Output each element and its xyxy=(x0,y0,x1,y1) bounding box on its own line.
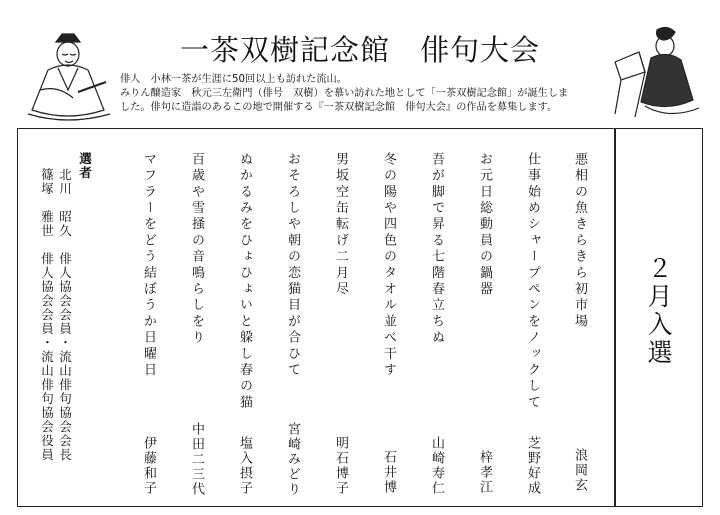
poem-author: 明石博子 xyxy=(333,436,348,496)
poem-text: 冬の陽や四色のタオル並べ干す xyxy=(381,152,396,379)
poem-author: 梓孝江 xyxy=(477,450,492,495)
poem-text: お元日総動員の鍋器 xyxy=(477,152,492,298)
poem-text: ぬかるみをひょひょいと躱し春の猫 xyxy=(237,152,252,412)
judge-line: 北川 昭久 俳人協会会員・流山俳句協会会長 xyxy=(57,168,73,462)
intro-text xyxy=(120,73,610,115)
poem-text: 百歳や雪掻の音鳴らしをり xyxy=(189,152,204,347)
poem-text: 男坂空缶転げ二月尽 xyxy=(333,152,348,298)
intro-line: した。俳句に造詣のあるこの地で開催する『一茶双樹記念館 俳句大会』の作品を募集します。 xyxy=(120,102,558,113)
poem-author: 石井博 xyxy=(381,450,396,495)
haiku-poet-portrait-icon xyxy=(18,30,118,125)
poem-author: 中田二三代 xyxy=(189,422,204,497)
poem-author: 浪岡玄 xyxy=(572,448,587,493)
poem-text: 悪相の魚きらきら初市場 xyxy=(572,152,587,331)
poem-text: マフラーをどう結ぼうか日曜日 xyxy=(141,152,156,379)
month-label: ２月入選 xyxy=(644,255,673,367)
poem-text: 仕事始めシャープペンをノックして xyxy=(525,152,540,412)
judge-line: 篠塚 雅世 俳人協会会員・流山俳句協会役員 xyxy=(39,168,55,462)
intro-line: 俳人 小林一茶が生涯に50回以上も訪れた流山。 xyxy=(120,74,347,85)
poem-author: 宮崎みどり xyxy=(285,422,300,497)
page-title: 一茶双樹記念館 俳句大会 xyxy=(179,33,540,67)
frame-divider xyxy=(614,128,616,507)
poem-author: 伊藤和子 xyxy=(141,436,156,496)
poem-author: 芝野好成 xyxy=(525,436,540,496)
poem-text: おそろしや朝の恋猫目が合ひて xyxy=(285,152,300,379)
poem-text: 吾が脚で昇る七階春立ちぬ xyxy=(429,152,444,347)
submission-frame xyxy=(17,128,703,507)
reading-scholar-portrait-icon xyxy=(605,22,705,124)
poem-author: 塩入摂子 xyxy=(237,436,252,496)
intro-line: みりん醸造家 秋元三左衛門（俳号 双樹）を慕い訪れた地として「一茶双樹記念館」が誕生しま xyxy=(120,88,569,99)
poem-author: 山崎寿仁 xyxy=(429,436,444,496)
judges-heading: 選者 xyxy=(77,152,93,180)
